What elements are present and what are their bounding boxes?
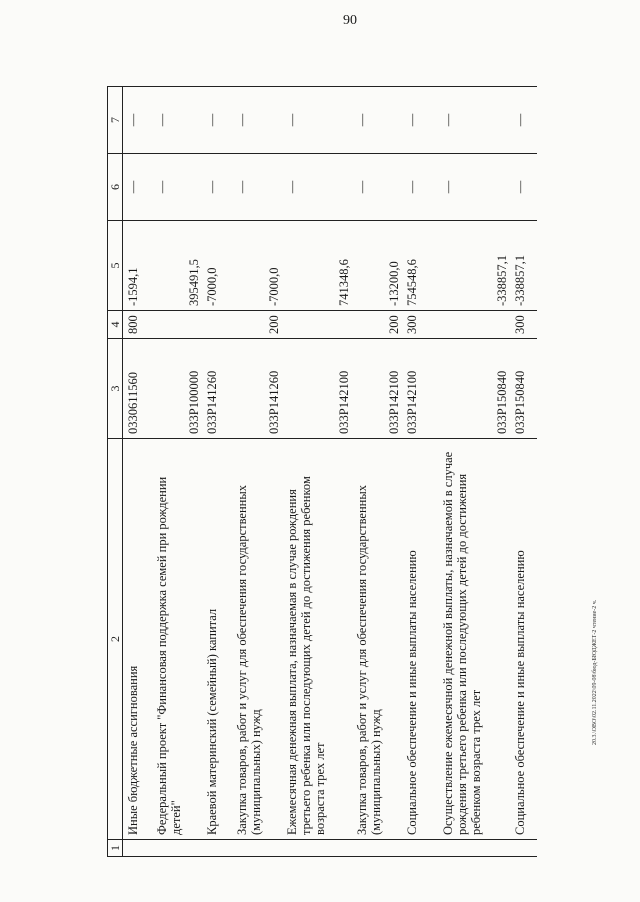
budget-table-rotated	[107, 87, 582, 857]
row-type-cell	[439, 311, 511, 339]
page-number: 90	[343, 13, 357, 28]
row-amount-cell: -7000,0	[233, 221, 283, 311]
row-name-cell: Закупка товаров, работ и услуг для обеспечения государственных (муниципальных) нужд	[353, 439, 403, 840]
budget-table	[107, 86, 537, 857]
row-amount-cell: -338857,1	[439, 221, 511, 311]
row-col6-cell: —	[203, 154, 233, 221]
row-amount-cell: -1594,1	[123, 221, 153, 311]
row-name-cell: Краевой материнский (семейный) капитал	[203, 439, 233, 840]
header-col-1: 1	[108, 840, 123, 857]
table-header-row	[108, 87, 123, 857]
row-col6-cell: —	[353, 154, 403, 221]
header-col-4: 4	[108, 311, 123, 339]
table-row	[233, 87, 283, 857]
table-row	[403, 87, 439, 857]
table-row	[511, 87, 537, 857]
row-number-cell	[511, 840, 537, 857]
row-amount-cell: -7000,0	[203, 221, 233, 311]
row-type-cell	[283, 311, 353, 339]
row-number-cell	[123, 840, 153, 857]
row-col7-cell: —	[283, 87, 353, 154]
row-number-cell	[439, 840, 511, 857]
row-code-cell: 033P100000	[153, 339, 203, 439]
row-number-cell	[353, 840, 403, 857]
header-col-5: 5	[108, 221, 123, 311]
row-code-cell: 033P142100	[353, 339, 403, 439]
row-code-cell: 033P150840	[439, 339, 511, 439]
row-number-cell	[233, 840, 283, 857]
row-col7-cell: —	[123, 87, 153, 154]
row-code-cell: 033P141260	[203, 339, 233, 439]
row-col7-cell: —	[203, 87, 233, 154]
header-col-6: 6	[108, 154, 123, 221]
row-col7-cell: —	[153, 87, 203, 154]
row-col7-cell: —	[233, 87, 283, 154]
row-col6-cell: —	[403, 154, 439, 221]
row-amount-cell: 741348,6	[283, 221, 353, 311]
table-row	[153, 87, 203, 857]
row-col7-cell: —	[403, 87, 439, 154]
header-col-2: 2	[108, 439, 123, 840]
row-type-cell: 200	[233, 311, 283, 339]
row-name-cell: Ежемесячная денежная выплата, назначаемая в случае рождения третьего ребенка или последующих детей до достижения ребенком возраста трех лет	[283, 439, 353, 840]
header-col-7: 7	[108, 87, 123, 154]
row-number-cell	[203, 840, 233, 857]
table-row	[203, 87, 233, 857]
row-number-cell	[153, 840, 203, 857]
table-row	[283, 87, 353, 857]
row-number-cell	[403, 840, 439, 857]
row-name-cell: Федеральный проект "Финансовая поддержка семей при рождении детей"	[153, 439, 203, 840]
document-footer-note: 20.3.\ОВО\02.11.2022\09-08\бюд-БЮДЖЕТ-2 чтение-2 ч.	[592, 599, 598, 745]
row-type-cell: 800	[123, 311, 153, 339]
row-code-cell: 033P142100	[403, 339, 439, 439]
row-number-cell	[283, 840, 353, 857]
row-col6-cell: —	[123, 154, 153, 221]
row-name-cell: Социальное обеспечение и иные выплаты населению	[511, 439, 537, 840]
row-col6-cell: —	[511, 154, 537, 221]
row-name-cell: Закупка товаров, работ и услуг для обеспечения государственных (муниципальных) нужд	[233, 439, 283, 840]
row-amount-cell: -338857,1	[511, 221, 537, 311]
row-col7-cell: —	[353, 87, 403, 154]
row-col7-cell: —	[511, 87, 537, 154]
row-type-cell: 300	[403, 311, 439, 339]
header-col-3: 3	[108, 339, 123, 439]
row-code-cell: 033P141260	[233, 339, 283, 439]
row-col6-cell: —	[439, 154, 511, 221]
row-code-cell: 033P150840	[511, 339, 537, 439]
row-col6-cell: —	[153, 154, 203, 221]
row-type-cell	[153, 311, 203, 339]
table-row	[353, 87, 403, 857]
row-code-cell: 0330611560	[123, 339, 153, 439]
row-code-cell: 033P142100	[283, 339, 353, 439]
table-row	[439, 87, 511, 857]
row-amount-cell: -13200,0	[353, 221, 403, 311]
row-amount-cell: 395491,5	[153, 221, 203, 311]
row-type-cell: 200	[353, 311, 403, 339]
row-amount-cell: 754548,6	[403, 221, 439, 311]
row-col6-cell: —	[233, 154, 283, 221]
row-name-cell: Иные бюджетные ассигнования	[123, 439, 153, 840]
row-col6-cell: —	[283, 154, 353, 221]
row-col7-cell: —	[439, 87, 511, 154]
row-name-cell: Социальное обеспечение и иные выплаты населению	[403, 439, 439, 840]
row-name-cell: Осуществление ежемесячной денежной выплаты, назначаемой в случае рождения третьего ребенка или последующих детей до достижения ребенком возраста трех лет	[439, 439, 511, 840]
row-type-cell: 300	[511, 311, 537, 339]
row-type-cell	[203, 311, 233, 339]
table-row	[123, 87, 153, 857]
